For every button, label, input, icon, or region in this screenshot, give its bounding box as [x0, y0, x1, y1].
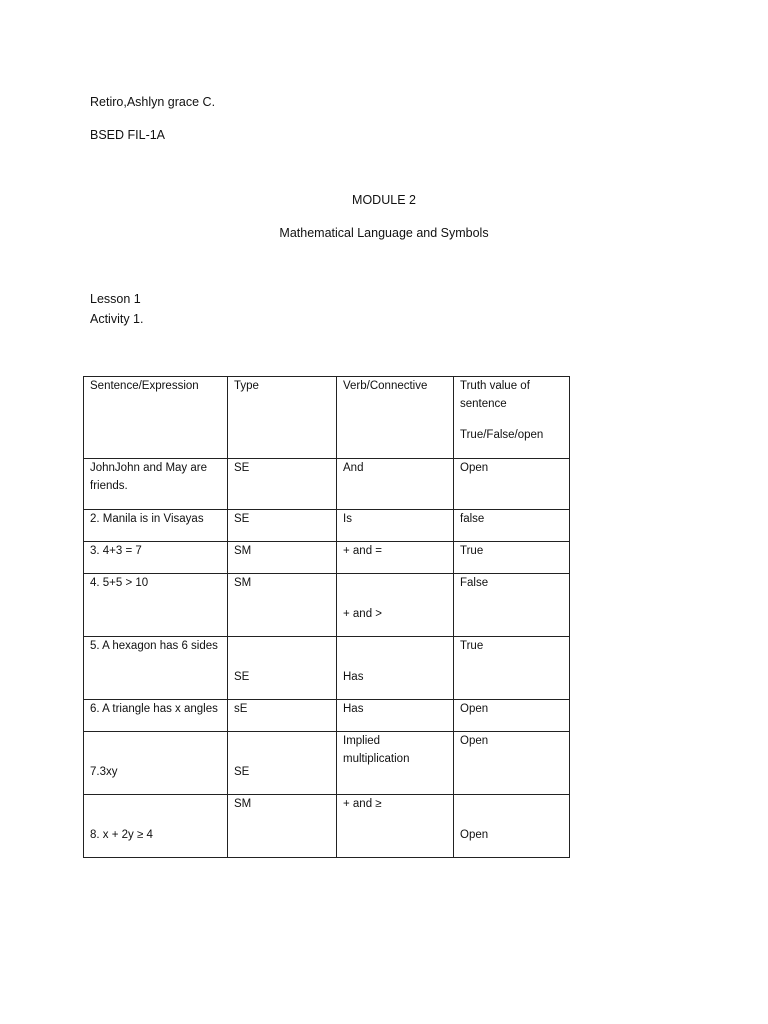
- row4-sentence: 4. 5+5 > 10: [90, 577, 149, 589]
- row6-connective: Has: [343, 703, 364, 715]
- row7-connective-line1: Implied: [343, 735, 381, 747]
- header-truth-value-line1: Truth value of: [460, 380, 530, 392]
- row5-type: SE: [234, 671, 250, 683]
- lesson-label: Lesson 1: [90, 292, 141, 306]
- header-type: Type: [234, 380, 259, 392]
- row2-sentence: 2. Manila is in Visayas: [90, 513, 204, 525]
- row5-truth-value: True: [460, 640, 484, 652]
- activity-table: [83, 376, 570, 858]
- row2-connective: Is: [343, 513, 352, 525]
- table-header-row: [84, 377, 570, 459]
- row6-truth-value: Open: [460, 703, 489, 715]
- row4-connective: + and >: [343, 608, 383, 620]
- row8-truth-value: Open: [460, 829, 489, 841]
- row1-connective: And: [343, 462, 364, 474]
- row3-connective: + and =: [343, 545, 383, 557]
- row4-type: SM: [234, 577, 252, 589]
- module-number: MODULE 2: [352, 193, 416, 207]
- row5-connective: Has: [343, 671, 364, 683]
- student-name: Retiro,Ashlyn grace C.: [90, 95, 216, 109]
- row1-truth-value: Open: [460, 462, 489, 474]
- row2-truth-value: false: [460, 513, 485, 525]
- row3-type: SM: [234, 545, 252, 557]
- table-row: [84, 795, 570, 858]
- table-row: [84, 732, 570, 795]
- header-verb-connective: Verb/Connective: [343, 380, 428, 392]
- header-truth-value-line2: sentence: [460, 398, 507, 410]
- row7-truth-value: Open: [460, 735, 489, 747]
- module-title: Mathematical Language and Symbols: [279, 226, 489, 240]
- row8-connective: + and ≥: [343, 798, 382, 810]
- row7-connective-line2: multiplication: [343, 753, 410, 765]
- row2-type: SE: [234, 513, 250, 525]
- row1-type: SE: [234, 462, 250, 474]
- row1-sentence-line1: JohnJohn and May are: [90, 462, 207, 474]
- row6-sentence: 6. A triangle has x angles: [90, 703, 218, 715]
- row7-sentence: 7.3xy: [90, 766, 118, 778]
- table-row: [84, 459, 570, 510]
- table-row: [84, 510, 570, 542]
- activity-label: Activity 1.: [90, 312, 144, 326]
- table-row: [84, 574, 570, 637]
- row3-truth-value: True: [460, 545, 484, 557]
- header-sentence-expression: Sentence/Expression: [90, 380, 199, 392]
- row8-sentence: 8. x + 2y ≥ 4: [90, 829, 153, 841]
- row4-truth-value: False: [460, 577, 489, 589]
- table-row: [84, 700, 570, 732]
- row5-sentence: 5. A hexagon has 6 sides: [90, 640, 218, 652]
- row6-type: sE: [234, 703, 248, 715]
- header-truth-value-line3: True/False/open: [460, 429, 544, 441]
- table-row: [84, 637, 570, 700]
- row7-type: SE: [234, 766, 250, 778]
- row8-type: SM: [234, 798, 252, 810]
- table-row: [84, 542, 570, 574]
- student-course: BSED FIL-1A: [90, 128, 166, 142]
- row3-sentence: 3. 4+3 = 7: [90, 545, 142, 557]
- row1-sentence-line2: friends.: [90, 480, 128, 492]
